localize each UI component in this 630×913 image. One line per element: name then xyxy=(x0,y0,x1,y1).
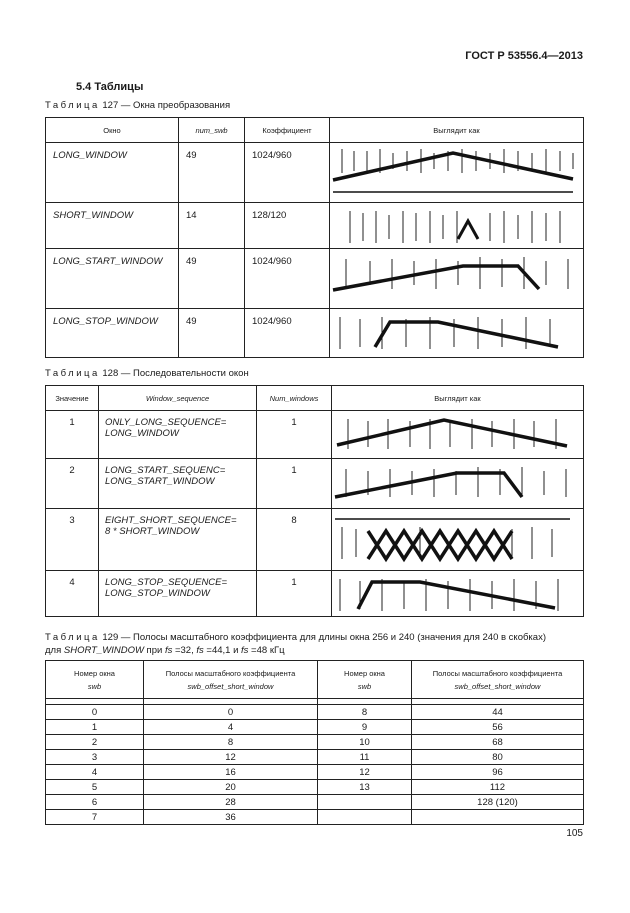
cell: 10 xyxy=(318,735,412,750)
table-header-row xyxy=(46,386,584,411)
header-line: Номер окна xyxy=(344,668,385,678)
table129-caption-line2 xyxy=(45,645,285,656)
shape-cell xyxy=(332,411,584,459)
cell: 12 xyxy=(144,750,318,765)
caption-text: fs xyxy=(164,645,173,656)
table127-caption-text: 127 — Окна преобразования xyxy=(99,100,231,111)
window-name-cell: LONG_START_WINDOW xyxy=(46,249,179,309)
cell: 128 (120) xyxy=(412,795,584,810)
sequence-line: LONG_STOP_SEQUENCE= xyxy=(105,577,228,588)
column-header xyxy=(412,661,584,699)
table-129 xyxy=(45,660,584,825)
value-cell: 2 xyxy=(46,459,99,509)
table-row xyxy=(46,509,584,571)
window-shape xyxy=(337,420,567,446)
header-line: swb_offset_short_window xyxy=(187,681,274,691)
caption-text: для xyxy=(45,645,64,656)
table-row xyxy=(46,571,584,617)
num-windows-cell: 8 xyxy=(257,509,332,571)
cell: 80 xyxy=(412,750,584,765)
shape-cell xyxy=(330,143,584,203)
table129-caption-word: Таблица xyxy=(45,632,100,643)
sequence-cell xyxy=(99,459,257,509)
shape-cell xyxy=(332,459,584,509)
cell: 3 xyxy=(46,750,144,765)
sequence-cell xyxy=(99,509,257,571)
column-header: Значение xyxy=(46,386,99,411)
num-swb-cell: 14 xyxy=(179,203,245,249)
table-header-row xyxy=(46,118,584,143)
value-cell: 3 xyxy=(46,509,99,571)
table-row xyxy=(46,249,584,309)
header-line: Номер окна xyxy=(74,668,115,678)
column-header: Num_windows xyxy=(257,386,332,411)
cell: 12 xyxy=(318,765,412,780)
cell: 4 xyxy=(46,765,144,780)
table-row xyxy=(46,459,584,509)
table129-caption-text: 129 — Полосы масштабного коэффициента для длины окна 256 и 240 (значения для 240 в скобках) xyxy=(99,632,546,643)
cell: 8 xyxy=(318,705,412,720)
table-row xyxy=(46,411,584,459)
cell: 9 xyxy=(318,720,412,735)
caption-text: =48 кГц xyxy=(248,645,285,656)
column-header: Выглядит как xyxy=(332,386,584,411)
cell: 0 xyxy=(144,705,318,720)
table128-caption-word: Таблица xyxy=(45,368,100,379)
table-row xyxy=(46,735,584,750)
cell xyxy=(318,810,412,825)
cell: 6 xyxy=(46,795,144,810)
section-title: 5.4 Таблицы xyxy=(76,81,144,93)
table-128 xyxy=(45,385,584,617)
window-name-cell: SHORT_WINDOW xyxy=(46,203,179,249)
table-row xyxy=(46,309,584,358)
window-name-cell: LONG_WINDOW xyxy=(46,143,179,203)
cell: 68 xyxy=(412,735,584,750)
cell: 13 xyxy=(318,780,412,795)
sequence-line: LONG_WINDOW xyxy=(105,428,179,439)
coef-cell: 1024/960 xyxy=(245,249,330,309)
cell: 96 xyxy=(412,765,584,780)
long-window-diagram xyxy=(330,143,583,202)
window-shape xyxy=(375,322,558,347)
cell: 2 xyxy=(46,735,144,750)
cell: 28 xyxy=(144,795,318,810)
header-line: Полосы масштабного коэффициента xyxy=(165,668,296,678)
shape-cell xyxy=(330,203,584,249)
cell: 36 xyxy=(144,810,318,825)
coef-cell: 1024/960 xyxy=(245,309,330,358)
long-start-window-diagram xyxy=(330,249,583,308)
header-line: swb xyxy=(87,681,102,691)
coef-cell: 128/120 xyxy=(245,203,330,249)
window-name-cell: LONG_STOP_WINDOW xyxy=(46,309,179,358)
caption-text: fs xyxy=(241,645,249,656)
num-windows-cell: 1 xyxy=(257,459,332,509)
cell: 7 xyxy=(46,810,144,825)
shape-cell xyxy=(330,249,584,309)
num-windows-cell: 1 xyxy=(257,571,332,617)
tick-marks xyxy=(350,211,560,243)
sequence-line: 8 * SHORT_WINDOW xyxy=(105,526,200,537)
table-row xyxy=(46,143,584,203)
value-cell: 1 xyxy=(46,411,99,459)
value-cell: 4 xyxy=(46,571,99,617)
num-swb-cell: 49 xyxy=(179,249,245,309)
header-line: swb xyxy=(357,681,372,691)
window-shape xyxy=(458,221,478,239)
column-header xyxy=(144,661,318,699)
long-start-sequence-diagram xyxy=(332,459,583,508)
num-swb-cell: 49 xyxy=(179,309,245,358)
window-shape xyxy=(358,582,555,609)
table127-caption xyxy=(45,100,230,111)
long-stop-window-diagram xyxy=(330,309,583,357)
window-shape xyxy=(333,153,573,180)
table-row xyxy=(46,780,584,795)
sequence-cell xyxy=(99,571,257,617)
shape-cell xyxy=(330,309,584,358)
column-header: Window_sequence xyxy=(99,386,257,411)
cell: 112 xyxy=(412,780,584,795)
table-header-row xyxy=(46,661,584,699)
cell: 16 xyxy=(144,765,318,780)
sequence-line: LONG_START_SEQUENC= xyxy=(105,465,226,476)
table128-caption-text: 128 — Последовательности окон xyxy=(99,368,249,379)
table-row xyxy=(46,705,584,720)
table-row xyxy=(46,765,584,780)
caption-text: fs xyxy=(196,645,204,656)
cell: 20 xyxy=(144,780,318,795)
caption-text: =44,1 и xyxy=(203,645,242,656)
cell: 5 xyxy=(46,780,144,795)
cell: 44 xyxy=(412,705,584,720)
cell: 56 xyxy=(412,720,584,735)
cell xyxy=(412,810,584,825)
short-window-diagram xyxy=(330,203,583,248)
column-header: num_swb xyxy=(179,118,245,143)
cell xyxy=(318,795,412,810)
cell: 4 xyxy=(144,720,318,735)
table128-caption xyxy=(45,368,249,379)
sequence-line: LONG_STOP_WINDOW xyxy=(105,588,210,599)
sequence-line: ONLY_LONG_SEQUENCE= xyxy=(105,417,227,428)
column-header xyxy=(46,661,144,699)
coef-cell: 1024/960 xyxy=(245,143,330,203)
page-number: 105 xyxy=(566,828,583,839)
table-row xyxy=(46,795,584,810)
table-row xyxy=(46,810,584,825)
header-line: Полосы масштабного коэффициента xyxy=(432,668,563,678)
cell: 0 xyxy=(46,705,144,720)
table129-caption-line1 xyxy=(45,632,546,643)
window-shape xyxy=(335,473,522,497)
long-stop-sequence-diagram xyxy=(332,571,583,616)
num-windows-cell: 1 xyxy=(257,411,332,459)
column-header: Коэффициент xyxy=(245,118,330,143)
only-long-sequence-diagram xyxy=(332,411,583,458)
column-header xyxy=(318,661,412,699)
table-row xyxy=(46,750,584,765)
table-row xyxy=(46,720,584,735)
column-header: Выглядит как xyxy=(330,118,584,143)
cell: 11 xyxy=(318,750,412,765)
sequence-cell xyxy=(99,411,257,459)
caption-text: =32, xyxy=(172,645,197,656)
caption-text: SHORT_WINDOW xyxy=(63,645,144,656)
column-header: Окно xyxy=(46,118,179,143)
table127-caption-word: Таблица xyxy=(45,100,100,111)
header-line: swb_offset_short_window xyxy=(454,681,541,691)
cell: 8 xyxy=(144,735,318,750)
sequence-line: EIGHT_SHORT_SEQUENCE= xyxy=(105,515,237,526)
shape-cell xyxy=(332,509,584,571)
num-swb-cell: 49 xyxy=(179,143,245,203)
shape-cell xyxy=(332,571,584,617)
table-127 xyxy=(45,117,584,358)
document-code: ГОСТ Р 53556.4—2013 xyxy=(465,50,583,62)
caption-text: при xyxy=(143,645,165,656)
sequence-line: LONG_START_WINDOW xyxy=(105,476,215,487)
cell: 1 xyxy=(46,720,144,735)
table-row xyxy=(46,203,584,249)
eight-short-sequence-diagram xyxy=(332,509,583,570)
